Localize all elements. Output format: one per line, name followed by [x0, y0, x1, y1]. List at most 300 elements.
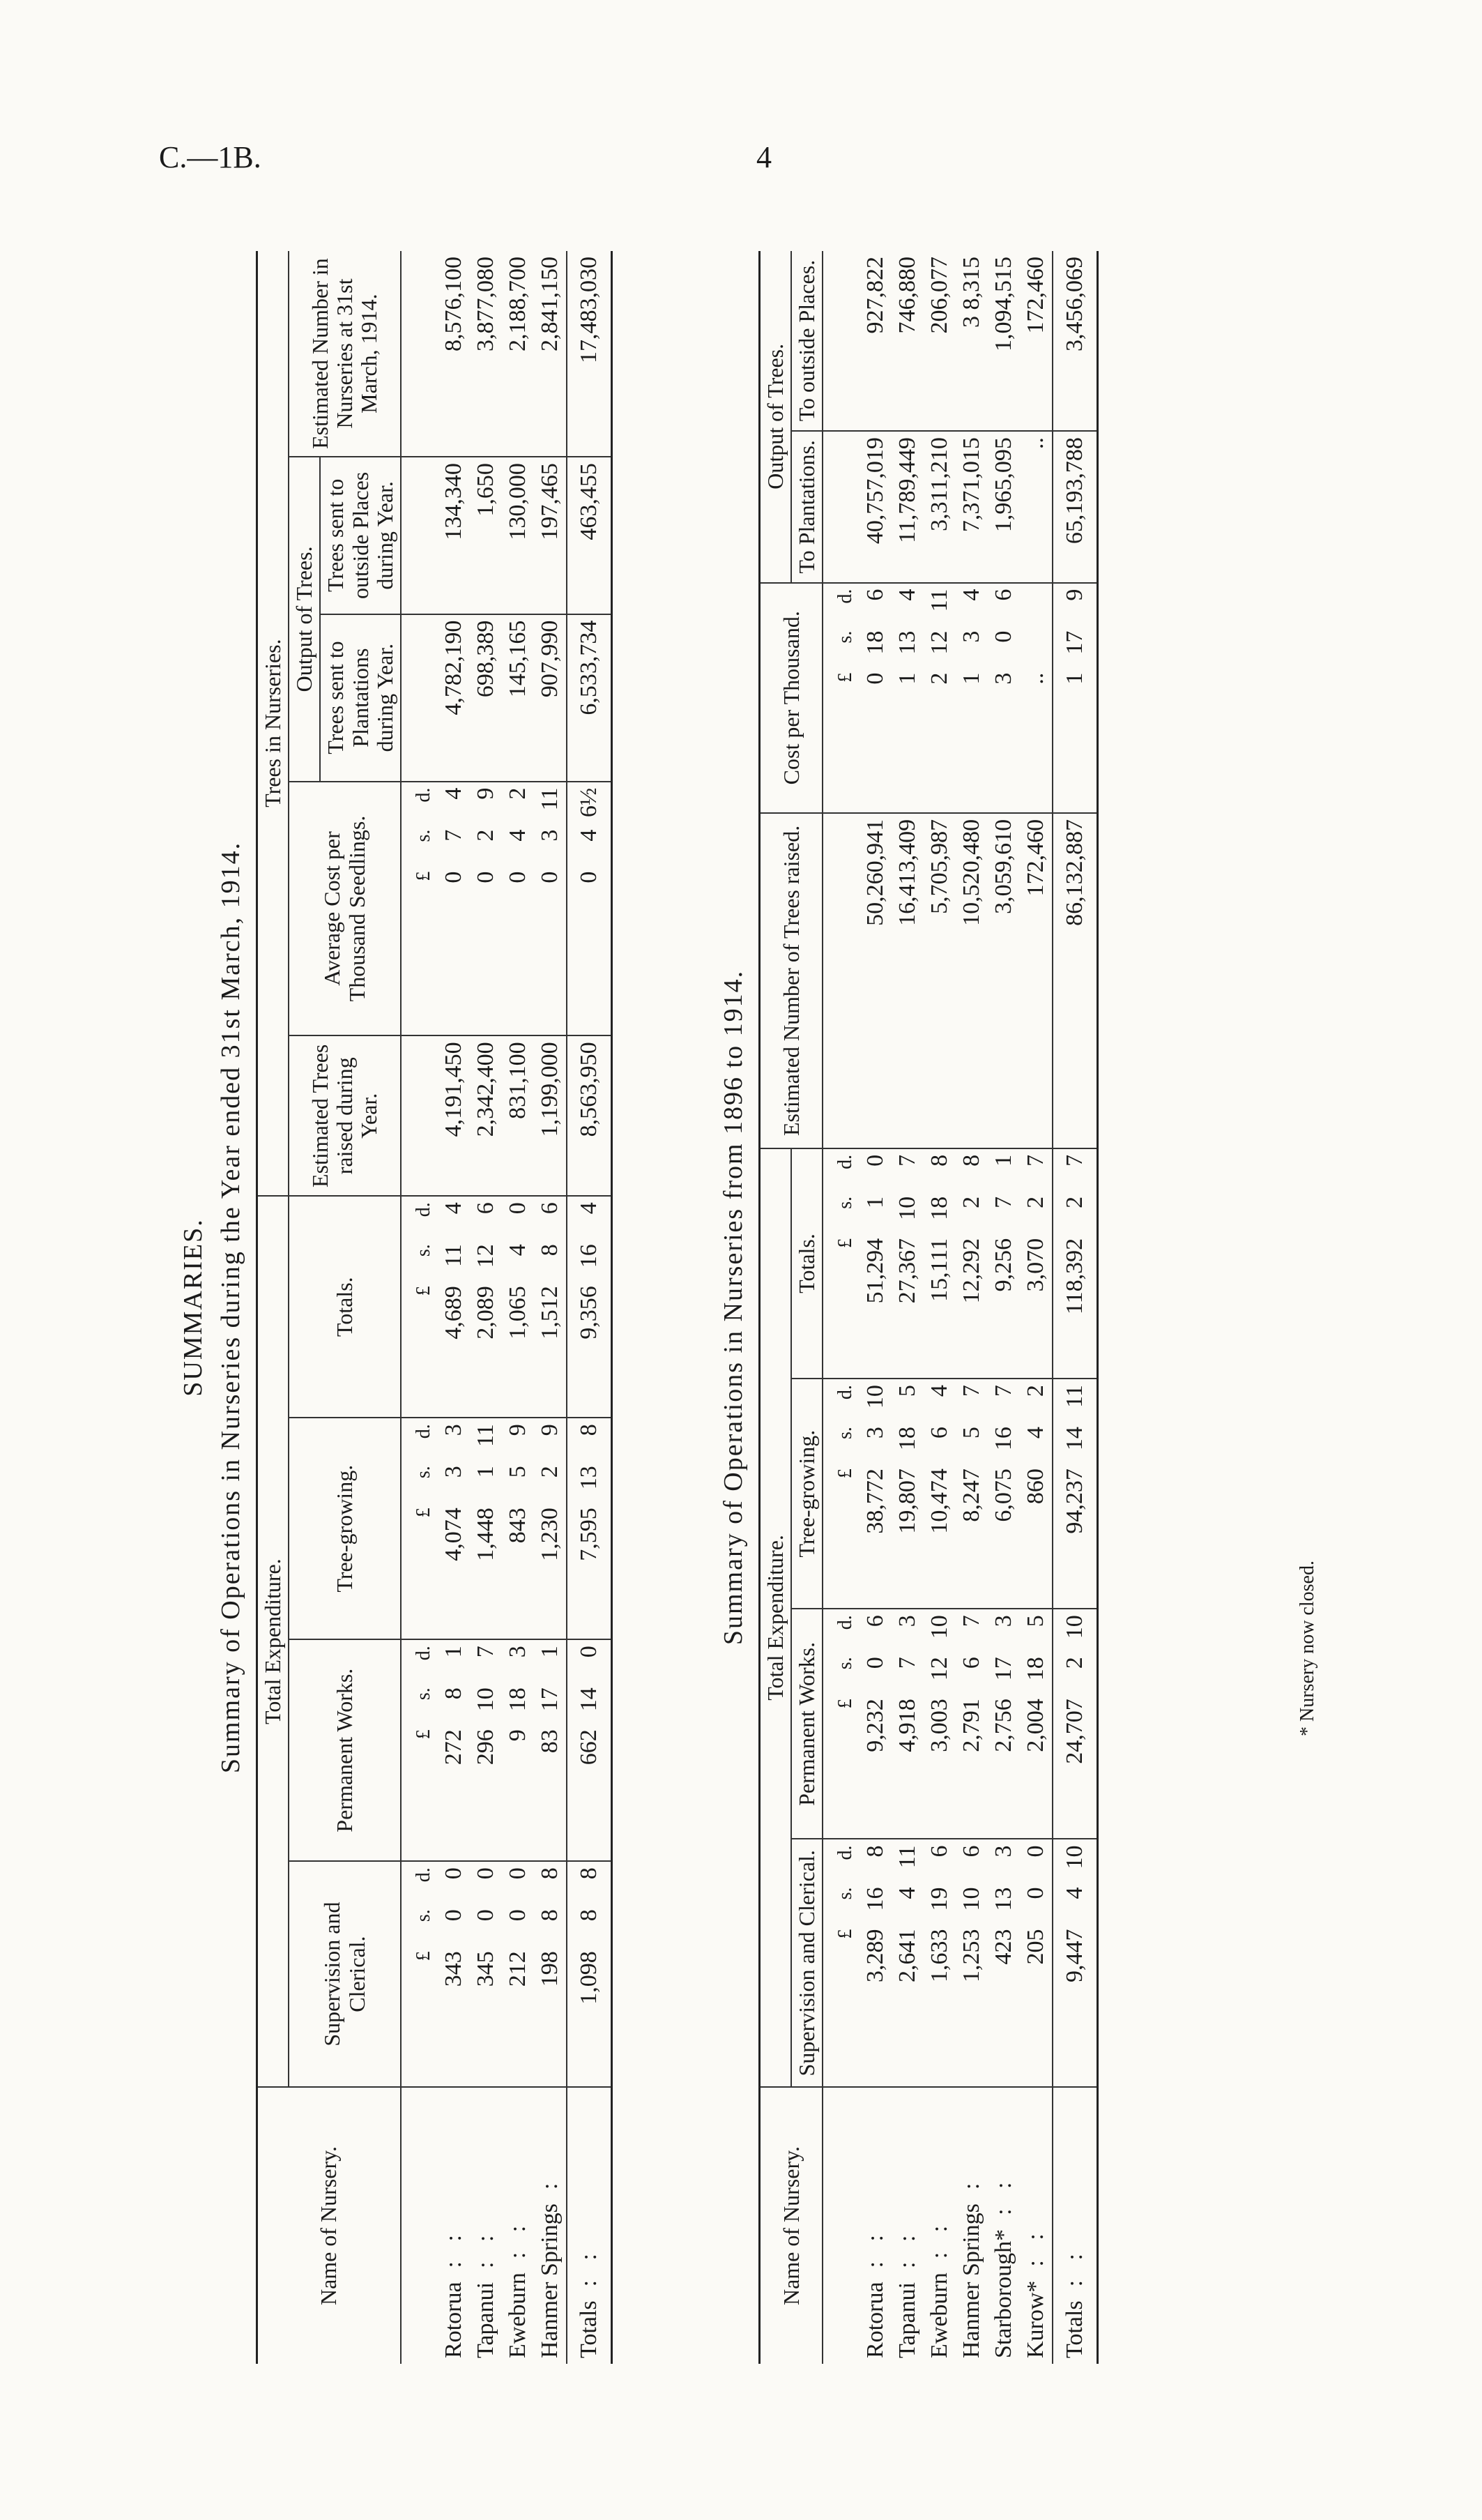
cell-sup-s: 16	[862, 1887, 889, 1911]
cell-cost-l: 0	[862, 672, 889, 685]
cell-tot-d: 1	[991, 1154, 1017, 1167]
units-sup-unit-s: s.	[412, 1909, 434, 1922]
cell-tot-l: 1,512	[536, 1286, 563, 1339]
cell-cost	[892, 583, 924, 813]
units-est	[823, 813, 860, 1148]
nursery-name-text: Rotorua	[440, 2282, 466, 2358]
cell-tree	[470, 1418, 502, 1639]
footnote: * Nursery now closed.	[1297, 1561, 1318, 1736]
leader-dots: : :	[926, 2218, 953, 2259]
cell-tree	[1053, 1379, 1098, 1609]
cell-tot-d: 4	[575, 1202, 602, 1215]
cell-sup-value	[862, 1845, 889, 2054]
col-to-plantations: To Plantations.	[791, 431, 823, 583]
cell-cost	[1053, 583, 1098, 813]
cell-tree-d: 9	[504, 1424, 530, 1436]
cell-tree-value	[958, 1385, 985, 1594]
cell-perm	[924, 1609, 956, 1839]
cell-sup-value	[958, 1845, 985, 2054]
cell-perm-s: 14	[575, 1687, 602, 1712]
cell-cost-value	[505, 788, 531, 997]
leader-dots: : :	[504, 2218, 530, 2259]
cell-sup	[892, 1839, 924, 2087]
cell-perm-s: 18	[504, 1687, 530, 1712]
leader-dots: :	[958, 2176, 985, 2190]
units-tot-unit-l: £	[834, 1238, 857, 1248]
cell-perm	[860, 1609, 892, 1839]
table-row	[470, 251, 502, 2364]
cell-perm-s: 0	[862, 1657, 889, 1669]
cell-cost	[502, 782, 534, 1036]
cell-tree-value	[473, 1424, 499, 1633]
cell-sup-d: 0	[1023, 1845, 1049, 1858]
col-cost-per-thousand: Cost per Thousand.	[760, 583, 823, 813]
units-empty	[401, 614, 438, 782]
cell-sup-d: 3	[991, 1845, 1017, 1858]
cell-plant: 6,533,734	[567, 614, 612, 782]
cell-tot	[1053, 1148, 1098, 1379]
units-sup	[401, 1861, 438, 2087]
table2-heading	[718, 251, 749, 2364]
cell-plant: 4,782,190	[438, 614, 470, 782]
cell-tot-s: 10	[894, 1196, 921, 1220]
cell-sup	[470, 1861, 502, 2087]
cell-tot-s: 12	[472, 1244, 498, 1268]
col-tree-growing: Tree-growing.	[791, 1379, 823, 1609]
cell-tree	[438, 1418, 470, 1639]
cell-sup-value	[1023, 1845, 1049, 2054]
table-row	[924, 251, 956, 2364]
units-sup-units	[834, 1845, 857, 2054]
cell-perm-value	[537, 1646, 563, 1855]
col-estimated-raised: Estimated Number of Trees raised.	[760, 813, 823, 1148]
cell-cost	[924, 583, 956, 813]
cell-sup	[1053, 1839, 1098, 2087]
cell-tot-s: 18	[926, 1196, 953, 1220]
cell-plant: 1,965,095	[988, 431, 1020, 583]
cell-cost	[956, 583, 988, 813]
cell-tree-l: 10,474	[926, 1468, 953, 1534]
units-tree-unit-s: s.	[834, 1427, 857, 1439]
cell-sup	[438, 1861, 470, 2087]
cell-sup-l: 198	[536, 1951, 563, 1987]
leader-dots: :	[536, 2176, 563, 2190]
cell-tree-d: 5	[894, 1385, 921, 1397]
cell-sup-value	[1062, 1845, 1088, 2054]
cell-cost-d: 6	[991, 589, 1017, 601]
table2-title: Summary of Operations in Nurseries from 1896 to 1914.	[719, 969, 748, 1646]
cell-tree-d: 7	[958, 1385, 985, 1397]
cell-perm-s: 7	[894, 1657, 921, 1669]
col-name: Name of Nursery.	[760, 2087, 823, 2364]
units-perm-units	[413, 1646, 435, 1855]
cell-sup-value	[576, 1867, 602, 2077]
cell-cost-value	[991, 589, 1017, 798]
cell-perm-d: 0	[575, 1646, 602, 1658]
units-tot-unit-d: d.	[834, 1154, 857, 1169]
cell-cost	[1020, 583, 1053, 813]
cell-tot-d: 8	[926, 1154, 953, 1167]
cell-cost-l: 0	[440, 871, 466, 883]
cell-tree-s: 3	[862, 1427, 889, 1439]
cell-perm-l: 24,707	[1062, 1699, 1088, 1764]
cell-sup-s: 0	[440, 1909, 466, 1922]
nursery-name	[438, 2087, 470, 2364]
cell-tot-value	[576, 1202, 602, 1411]
cell-cost-s: 3	[536, 829, 563, 842]
cell-sup-d: 10	[1062, 1845, 1088, 1869]
cell-sup-l: 345	[472, 1951, 498, 1987]
cell-cost-d: 2	[504, 787, 530, 800]
table1-title: Summary of Operations in Nurseries during the Year ended 31st March, 1914.	[216, 841, 245, 1774]
table-row	[892, 251, 924, 2364]
table1-block	[171, 251, 701, 2364]
cell-sup-s: 19	[926, 1887, 953, 1911]
cell-perm-value	[926, 1615, 953, 1824]
cell-cost-s: 12	[926, 630, 953, 655]
cell-tot	[860, 1148, 892, 1379]
cell-tot	[1020, 1148, 1053, 1379]
units-row	[823, 251, 860, 2364]
cell-plant: 3,311,210	[924, 431, 956, 583]
cell-sup-value	[473, 1867, 499, 2077]
cell-plant: ..	[1020, 431, 1053, 583]
cell-number: 2,188,700	[502, 251, 534, 457]
col-estimated-number: Estimated Number in Nurseries at 31st March, 1914.	[289, 251, 401, 457]
cell-tot-d: 4	[440, 1202, 466, 1215]
cell-cost-l: 3	[991, 672, 1017, 685]
units-tree	[401, 1418, 438, 1639]
cell-perm-s: 12	[926, 1657, 953, 1681]
cell-tot	[892, 1148, 924, 1379]
units-tot	[823, 1148, 860, 1379]
cell-tot-s: 7	[991, 1196, 1017, 1208]
cell-est: 2,342,400	[470, 1035, 502, 1196]
cell-perm	[892, 1609, 924, 1839]
units-perm-unit-d: d.	[412, 1646, 434, 1661]
cell-perm-s: 10	[472, 1687, 498, 1712]
cell-tot-d: 0	[504, 1202, 530, 1215]
units-sup	[823, 1839, 860, 2087]
col-name: Name of Nursery.	[257, 2087, 401, 2364]
cell-cost-value	[1023, 589, 1049, 798]
cell-tree-s: 6	[926, 1427, 953, 1439]
cell-sup	[860, 1839, 892, 2087]
cell-tot-d: 8	[958, 1154, 985, 1167]
cell-cost	[438, 782, 470, 1036]
cell-perm-value	[1023, 1615, 1049, 1824]
cell-tree-s: 5	[504, 1466, 530, 1478]
cell-tot-l: 27,367	[894, 1238, 921, 1304]
table-row	[502, 251, 534, 2364]
cell-tree-value	[576, 1424, 602, 1633]
nursery-name	[956, 2087, 988, 2364]
cell-tree-d: 7	[991, 1385, 1017, 1397]
units-sup-unit-d: d.	[834, 1845, 857, 1860]
cell-perm-s: 17	[991, 1657, 1017, 1681]
table2-body	[823, 251, 1098, 2364]
cell-sup	[502, 1861, 534, 2087]
cell-tree-l: 94,237	[1062, 1468, 1088, 1534]
cell-outside: 197,465	[534, 457, 567, 614]
cell-sup	[956, 1839, 988, 2087]
units-cost-units	[413, 788, 435, 997]
cell-perm	[438, 1639, 470, 1861]
leader-dots: : :	[862, 2228, 889, 2268]
nursery-name-text: Hanmer Springs	[536, 2203, 563, 2358]
cell-tot-s: 2	[958, 1196, 985, 1208]
col-supervision: Supervision and Clerical.	[289, 1861, 401, 2087]
cell-perm-d: 10	[1062, 1615, 1088, 1639]
cell-tree-d: 11	[472, 1424, 498, 1447]
cell-cost-l: 0	[504, 871, 530, 883]
cell-tot-l: 15,111	[926, 1238, 953, 1302]
cell-sup-l: 3,289	[862, 1929, 889, 1982]
totals-row	[567, 251, 612, 2364]
nursery-name	[1053, 2087, 1098, 2364]
cell-perm	[1020, 1609, 1053, 1839]
table1-heading	[178, 251, 246, 2364]
cell-tree-d: 11	[1062, 1385, 1088, 1408]
cell-tot-s: 1	[862, 1196, 889, 1208]
cell-tot-l: 3,070	[1023, 1238, 1049, 1292]
cell-sup-d: 8	[862, 1845, 889, 1858]
cell-cost-value	[576, 788, 602, 997]
col-estimated-raised: Estimated Trees raised during Year.	[289, 1035, 401, 1196]
cell-tree-l: 7,595	[575, 1508, 602, 1561]
units-tot-unit-s: s.	[834, 1196, 857, 1209]
nursery-name	[534, 2087, 567, 2364]
nursery-name-text: Rotorua	[862, 2282, 889, 2358]
nursery-name-text: Tapanui	[472, 2282, 498, 2358]
cell-sup-d: 8	[575, 1867, 602, 1880]
cell-sup-s: 8	[536, 1909, 563, 1922]
col-permanent: Permanent Works.	[289, 1639, 401, 1861]
cell-sup-l: 1,253	[958, 1929, 985, 1982]
cell-plant: 907,990	[534, 614, 567, 782]
table2-block	[711, 251, 1331, 2364]
cell-tree-l: 6,075	[991, 1468, 1017, 1522]
cell-cost-value	[1062, 589, 1088, 798]
cell-tree-d: 10	[862, 1385, 889, 1409]
nursery-name-text: Totals	[575, 2300, 602, 2358]
cell-number: 8,576,100	[438, 251, 470, 457]
cell-sup-l: 205	[1023, 1929, 1049, 1965]
units-cost	[401, 782, 438, 1036]
cell-number: 2,841,150	[534, 251, 567, 457]
cell-cost-value	[537, 788, 563, 997]
cell-sup-value	[894, 1845, 921, 2054]
units-tree-units	[834, 1385, 857, 1594]
page-reference: C.—1B.	[159, 140, 261, 174]
cell-outside: 172,460	[1020, 251, 1053, 431]
cell-tree-s: 18	[894, 1427, 921, 1451]
cell-tot-s: 2	[1062, 1196, 1088, 1208]
units-tree-unit-l: £	[834, 1468, 857, 1479]
cell-cost-value	[926, 589, 953, 798]
cell-perm-l: 83	[536, 1729, 563, 1754]
cell-sup-l: 212	[504, 1951, 530, 1987]
cell-perm-value	[576, 1646, 602, 1855]
nursery-name	[860, 2087, 892, 2364]
nursery-name	[988, 2087, 1020, 2364]
nursery-name-text: Starborough*	[991, 2229, 1017, 2358]
cell-cost-l: ..	[1023, 672, 1049, 685]
cell-outside: 927,822	[860, 251, 892, 431]
cell-outside: 130,000	[502, 457, 534, 614]
units-empty	[823, 251, 860, 431]
cell-cost-d: 4	[894, 589, 921, 601]
cell-tree-s: 3	[440, 1466, 466, 1478]
cell-plant: 11,789,449	[892, 431, 924, 583]
col-output: Output of Trees.	[289, 457, 320, 781]
cell-tree	[534, 1418, 567, 1639]
cell-tot	[567, 1196, 612, 1418]
cell-tot-value	[537, 1202, 563, 1411]
cell-sup-s: 0	[1023, 1887, 1049, 1899]
cell-tot-d: 7	[1023, 1154, 1049, 1167]
cell-plant: 7,371,015	[956, 431, 988, 583]
cell-tot-l: 9,356	[575, 1286, 602, 1339]
nursery-name-text: Totals	[1062, 2300, 1088, 2358]
cell-tot	[988, 1148, 1020, 1379]
cell-cost-d: 4	[440, 787, 466, 800]
cell-sup-value	[926, 1845, 953, 2054]
cell-perm-l: 9	[504, 1729, 530, 1742]
nursery-name	[567, 2087, 612, 2364]
cell-cost-l: 0	[472, 871, 498, 883]
cell-number: 3,877,080	[470, 251, 502, 457]
leader-dots: : :	[1023, 2226, 1049, 2267]
cell-tot-value	[441, 1202, 467, 1411]
cell-tot-s: 16	[575, 1244, 602, 1268]
col-totals: Totals.	[791, 1148, 823, 1379]
cell-tot-s: 11	[440, 1244, 466, 1267]
cell-perm-l: 296	[472, 1729, 498, 1766]
cell-perm-l: 662	[575, 1729, 602, 1766]
cell-tree-value	[505, 1424, 531, 1633]
cell-sup-value	[505, 1867, 531, 2077]
cell-perm-l: 3,003	[926, 1699, 953, 1752]
units-name	[401, 2087, 438, 2364]
cell-sup-s: 8	[575, 1909, 602, 1922]
units-perm-units	[834, 1615, 857, 1824]
cell-cost-value	[894, 589, 921, 798]
cell-perm-d: 6	[862, 1615, 889, 1627]
cell-est: 172,460	[1020, 813, 1053, 1148]
col-to-outside: To outside Places.	[791, 251, 823, 431]
cell-tot-value	[958, 1155, 985, 1364]
cell-perm	[988, 1609, 1020, 1839]
cell-tree-l: 860	[1023, 1468, 1049, 1505]
cell-sup-d: 8	[536, 1867, 563, 1880]
leader-dots: : :	[894, 2228, 921, 2268]
cell-perm-value	[991, 1615, 1017, 1824]
col-sent-outside: Trees sent to outside Places during Year.	[320, 457, 401, 614]
table-row	[1020, 251, 1053, 2364]
cell-cost-d: 9	[1062, 589, 1088, 601]
nursery-name-text: Hanmer Springs	[958, 2203, 985, 2358]
cell-perm-l: 9,232	[862, 1699, 889, 1752]
units-tree-units	[413, 1424, 435, 1633]
cell-tot	[470, 1196, 502, 1418]
cell-sup-d: 0	[504, 1867, 530, 1880]
cell-tree	[956, 1379, 988, 1609]
nursery-name	[470, 2087, 502, 2364]
cell-cost-l: 1	[1062, 672, 1088, 685]
cell-est: 1,199,000	[534, 1035, 567, 1196]
cell-outside: 746,880	[892, 251, 924, 431]
units-sup-unit-d: d.	[412, 1867, 434, 1883]
units-cost-unit-s: s.	[412, 829, 434, 842]
cell-tot-s: 8	[536, 1244, 563, 1257]
units-cost	[823, 583, 860, 813]
cell-cost-value	[473, 788, 499, 997]
cell-tot-d: 7	[1062, 1154, 1088, 1167]
cell-tree	[567, 1418, 612, 1639]
col-supervision: Supervision and Clerical.	[791, 1839, 823, 2087]
cell-tree	[892, 1379, 924, 1609]
cell-perm-d: 7	[472, 1646, 498, 1658]
cell-perm-value	[505, 1646, 531, 1855]
cell-tot-value	[862, 1155, 889, 1364]
cell-outside: 3 8,315	[956, 251, 988, 431]
units-empty	[401, 457, 438, 614]
leader-dots: : :	[991, 2175, 1017, 2215]
cell-cost-d: 9	[472, 787, 498, 800]
cell-perm-value	[441, 1646, 467, 1855]
cell-sup-l: 2,641	[894, 1929, 921, 1982]
cell-outside: 3,456,069	[1053, 251, 1098, 431]
cell-tree-l: 1,448	[472, 1508, 498, 1561]
cell-tot-l: 4,689	[440, 1286, 466, 1339]
cell-perm-l: 2,756	[991, 1699, 1017, 1752]
cell-sup-s: 4	[894, 1887, 921, 1899]
cell-tot-value	[1023, 1155, 1049, 1364]
cell-sup	[534, 1861, 567, 2087]
cell-tot-value	[894, 1155, 921, 1364]
cell-tree-l: 4,074	[440, 1508, 466, 1561]
cell-perm-l: 272	[440, 1729, 466, 1766]
table-row	[534, 251, 567, 2364]
units-perm-unit-l: £	[834, 1699, 857, 1709]
table-row	[988, 251, 1020, 2364]
cell-tot-value	[1062, 1155, 1088, 1364]
cell-perm-s: 6	[958, 1657, 985, 1669]
cell-tot	[438, 1196, 470, 1418]
nursery-name-text: Eweburn	[504, 2272, 530, 2358]
cell-cost-l: 0	[575, 871, 602, 883]
units-tot-unit-s: s.	[412, 1244, 434, 1257]
cell-cost-d: 11	[926, 589, 953, 612]
cell-perm-value	[473, 1646, 499, 1855]
cell-tree-value	[991, 1385, 1017, 1594]
cell-tot-value	[473, 1202, 499, 1411]
col-permanent: Permanent Works.	[791, 1609, 823, 1839]
units-sup-unit-s: s.	[834, 1887, 857, 1900]
cell-est: 50,260,941	[860, 813, 892, 1148]
cell-tot	[956, 1148, 988, 1379]
col-total-expenditure: Total Expenditure.	[257, 1196, 289, 2087]
units-tree-unit-s: s.	[412, 1466, 434, 1479]
cell-sup	[988, 1839, 1020, 2087]
units-sup-unit-l: £	[834, 1929, 857, 1939]
cell-sup-l: 1,098	[575, 1951, 602, 2005]
cell-tot-d: 0	[862, 1154, 889, 1167]
cell-tree	[860, 1379, 892, 1609]
cell-tot-l: 9,256	[991, 1238, 1017, 1292]
cell-cost	[567, 782, 612, 1036]
